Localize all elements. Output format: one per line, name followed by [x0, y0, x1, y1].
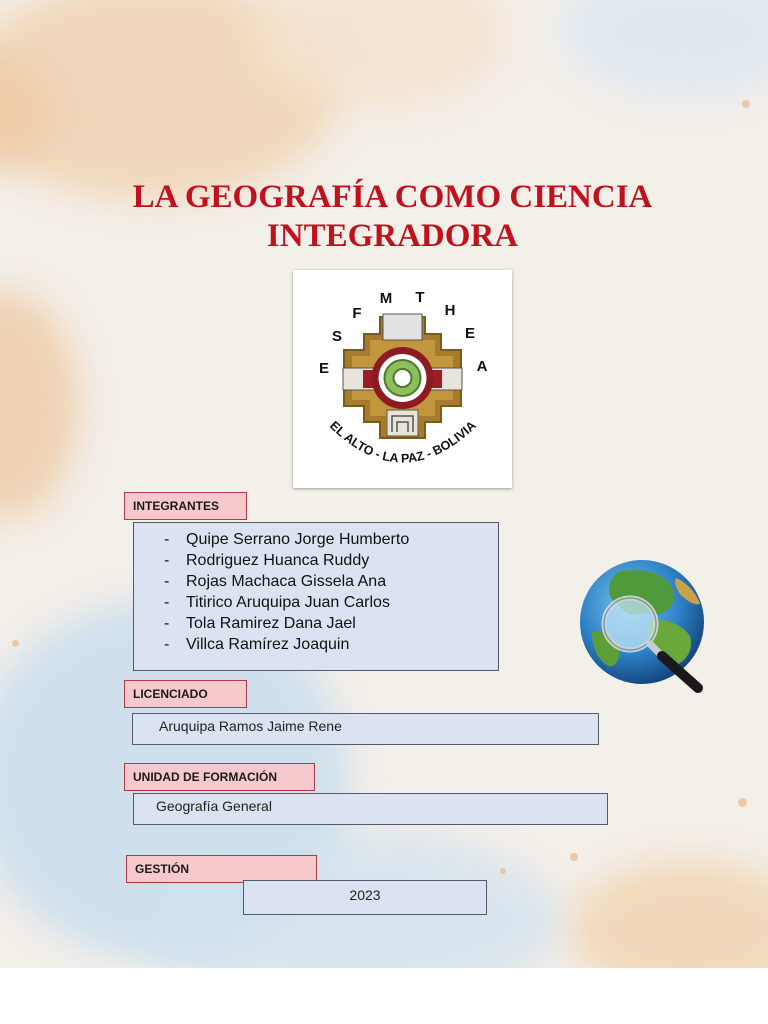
institution-seal-logo: [293, 270, 512, 488]
member-name: Quipe Serrano Jorge Humberto: [186, 531, 410, 548]
logo-letter: H: [444, 302, 456, 319]
licenciado-box: [132, 713, 599, 745]
member-name: Villca Ramírez Joaquin: [186, 636, 350, 653]
paint-dot: [12, 640, 19, 647]
gestion-box: [243, 880, 487, 915]
licenciado-value: Aruquipa Ramos Jaime Rene: [159, 718, 342, 734]
watercolor-wash: [570, 860, 768, 968]
member-name: Rodriguez Huanca Ruddy: [186, 552, 370, 569]
paint-dot: [500, 868, 506, 874]
list-item: - Rojas Machaca Gissela Ana: [164, 573, 387, 590]
list-item: - Rodriguez Huanca Ruddy: [164, 552, 370, 569]
members-list: [134, 523, 498, 655]
list-item: - Titirico Aruquipa Juan Carlos: [164, 594, 390, 611]
licenciado-label: LICENCIADO: [124, 680, 247, 708]
integrantes-box: [133, 522, 499, 671]
member-name: Rojas Machaca Gissela Ana: [186, 573, 387, 590]
title-line-1: LA GEOGRAFÍA COMO CIENCIA: [132, 179, 653, 215]
paint-dot: [742, 100, 750, 108]
unidad-value: Geografía General: [156, 798, 272, 814]
unidad-box: [133, 793, 608, 825]
watercolor-wash: [0, 290, 80, 520]
integrantes-label: INTEGRANTES: [124, 492, 247, 520]
list-item: - Villca Ramírez Joaquin: [164, 636, 350, 653]
logo-letter: A: [476, 358, 488, 375]
logo-letter: E: [464, 325, 476, 342]
logo-letter: M: [379, 290, 393, 307]
member-name: Titirico Aruquipa Juan Carlos: [186, 594, 390, 611]
title-line-2: INTEGRADORA: [266, 218, 519, 254]
unidad-label: UNIDAD DE FORMACIÓN: [124, 763, 315, 791]
globe-magnifier-icon: [578, 558, 710, 698]
logo-letter: E: [318, 360, 330, 377]
list-item: - Tola Ramirez Dana Jael: [164, 615, 356, 632]
member-name: Tola Ramirez Dana Jael: [186, 615, 356, 632]
logo-letter: T: [415, 289, 425, 306]
paint-dot: [738, 798, 747, 807]
paint-dot: [570, 853, 578, 861]
watercolor-wash: [560, 0, 768, 100]
logo-bottom-text: EL ALTO - LA PAZ - BOLIVIA: [327, 418, 479, 466]
logo-letter: S: [331, 328, 343, 345]
logo-letter: F: [352, 305, 362, 322]
gestion-label: GESTIÓN: [126, 855, 317, 883]
list-item: - Quipe Serrano Jorge Humberto: [164, 531, 410, 548]
gestion-value: 2023: [349, 887, 381, 903]
institution-logo: [293, 270, 512, 488]
page-title: [0, 178, 768, 256]
